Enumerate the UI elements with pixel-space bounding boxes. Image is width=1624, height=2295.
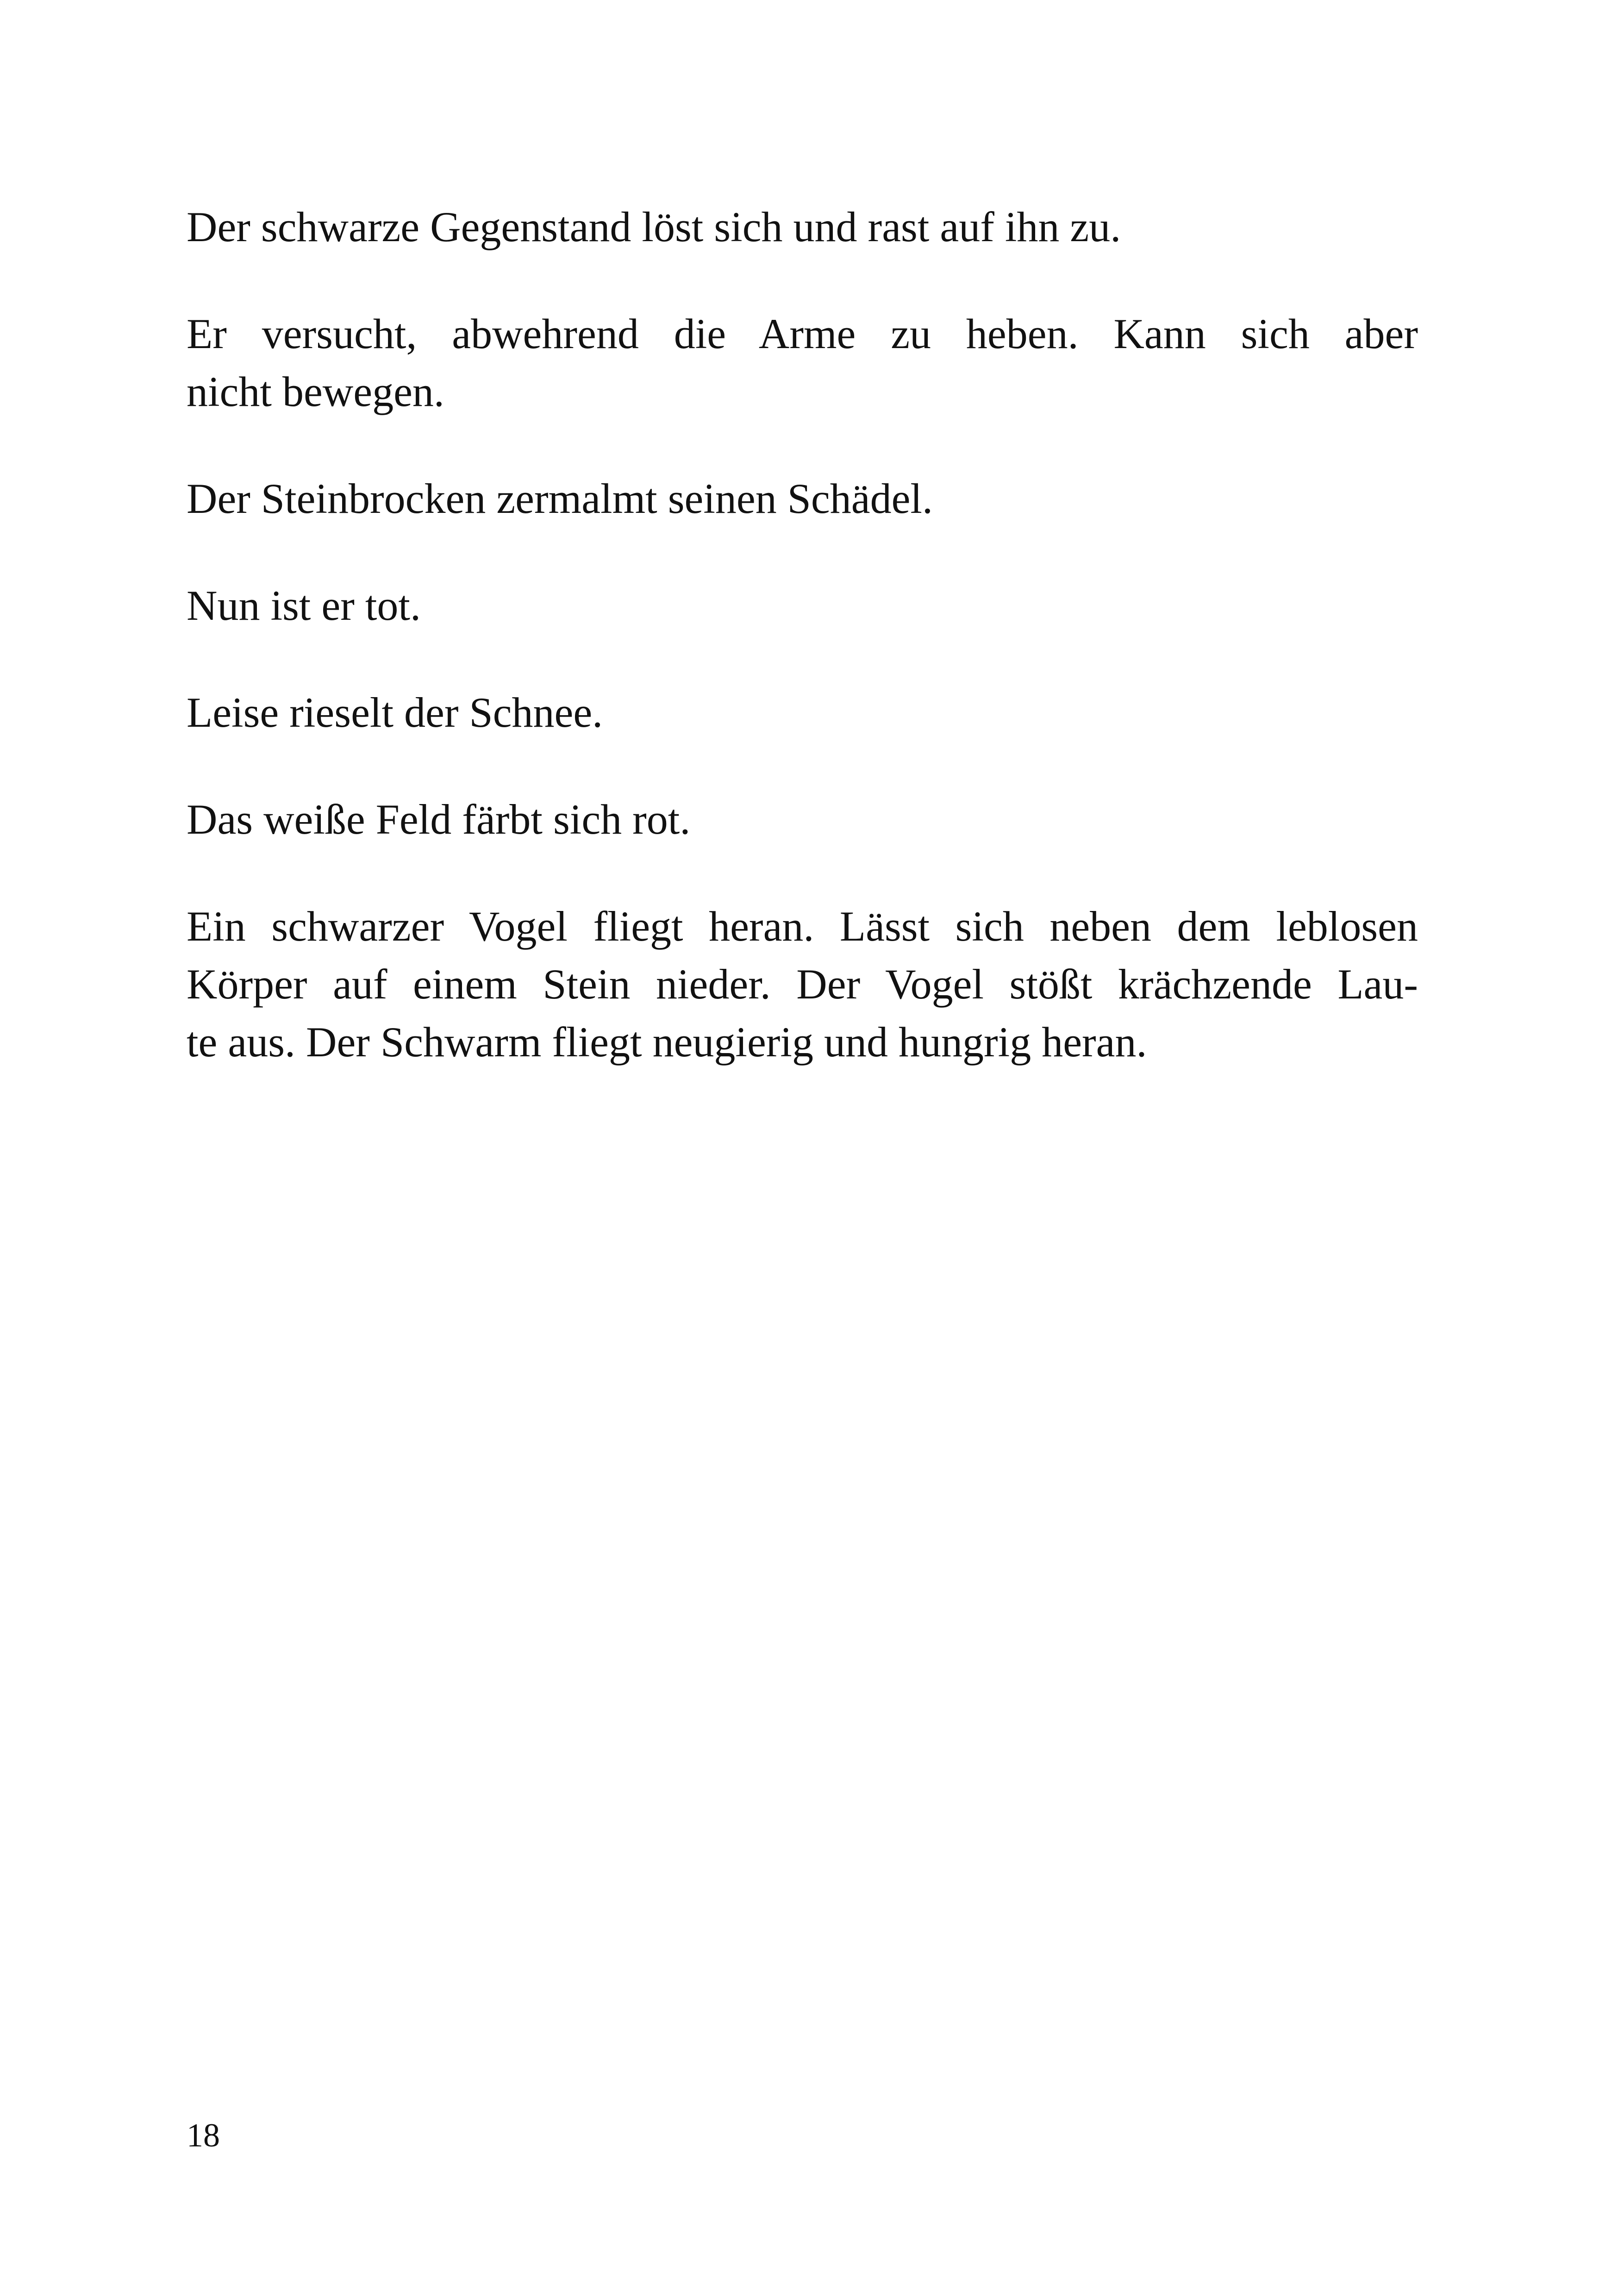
text-line: Der Steinbrocken zermalmt seinen Schädel. (187, 475, 933, 522)
paragraph (187, 684, 1418, 742)
text-line: nicht bewegen. (187, 368, 444, 415)
text-line: Körper auf einem Stein nieder. Der Vogel stößt krächzende Lau- (187, 960, 1418, 1008)
text-line: Nun ist er tot. (187, 582, 421, 629)
text-line: Der schwarze Gegenstand löst sich und rast auf ihn zu. (187, 203, 1121, 250)
text-line: Ein schwarzer Vogel fliegt heran. Lässt sich neben dem leblosen (187, 903, 1418, 950)
paragraph (187, 791, 1418, 848)
paragraph (187, 305, 1418, 421)
text-line: Leise rieselt der Schnee. (187, 689, 603, 736)
paragraph (187, 898, 1418, 1071)
paragraph (187, 577, 1418, 635)
text-line: Er versucht, abwehrend die Arme zu heben. Kann sich aber (187, 310, 1418, 357)
body-text (187, 198, 1418, 1120)
text-line: Das weiße Feld färbt sich rot. (187, 796, 691, 843)
paragraph (187, 470, 1418, 528)
text-line: te aus. Der Schwarm fliegt neugierig und hungrig heran. (187, 1018, 1147, 1066)
paragraph (187, 198, 1418, 256)
page-number: 18 (187, 2117, 220, 2154)
